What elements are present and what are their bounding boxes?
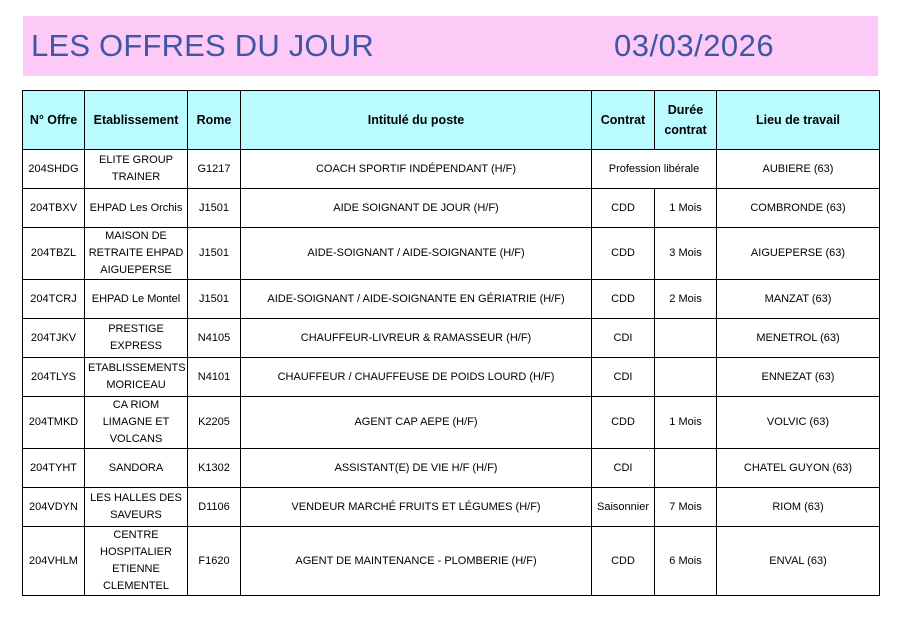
- cell-poste: COACH SPORTIF INDÉPENDANT (H/F): [241, 150, 592, 189]
- table-row: [23, 527, 880, 596]
- cell-etablissement: ETABLISSEMENTS MORICEAU: [85, 358, 188, 397]
- page-date: 03/03/2026: [614, 28, 775, 63]
- col-header-rome: Rome: [188, 91, 241, 150]
- cell-duree: [655, 319, 717, 358]
- cell-etablissement: EHPAD Les Orchis: [85, 189, 188, 228]
- cell-rome: N4101: [188, 358, 241, 397]
- col-header-etablissement: Etablissement: [85, 91, 188, 150]
- cell-duree: 6 Mois: [655, 527, 717, 596]
- cell-poste: AIDE SOIGNANT DE JOUR (H/F): [241, 189, 592, 228]
- cell-contrat: CDI: [592, 319, 655, 358]
- cell-contrat: CDD: [592, 228, 655, 280]
- cell-lieu: ENNEZAT (63): [717, 358, 880, 397]
- cell-rome: K1302: [188, 449, 241, 488]
- cell-poste: AIDE-SOIGNANT / AIDE-SOIGNANTE (H/F): [241, 228, 592, 280]
- cell-poste: CHAUFFEUR-LIVREUR & RAMASSEUR (H/F): [241, 319, 592, 358]
- cell-rome: D1106: [188, 488, 241, 527]
- cell-rome: N4105: [188, 319, 241, 358]
- cell-lieu: AUBIERE (63): [717, 150, 880, 189]
- cell-etablissement: PRESTIGE EXPRESS: [85, 319, 188, 358]
- cell-contrat: CDI: [592, 449, 655, 488]
- header-banner: [23, 16, 878, 76]
- cell-poste: AIDE-SOIGNANT / AIDE-SOIGNANTE EN GÉRIATRIE (H/F): [241, 280, 592, 319]
- cell-poste: ASSISTANT(E) DE VIE H/F (H/F): [241, 449, 592, 488]
- cell-duree: 7 Mois: [655, 488, 717, 527]
- col-header-contrat: Contrat: [592, 91, 655, 150]
- cell-duree: 3 Mois: [655, 228, 717, 280]
- cell-poste: AGENT DE MAINTENANCE - PLOMBERIE (H/F): [241, 527, 592, 596]
- table-row: [23, 189, 880, 228]
- cell-contrat: CDD: [592, 527, 655, 596]
- table-row: [23, 397, 880, 449]
- cell-duree: 1 Mois: [655, 189, 717, 228]
- table-row: [23, 488, 880, 527]
- cell-offre: 204TJKV: [23, 319, 85, 358]
- cell-offre: 204TBZL: [23, 228, 85, 280]
- cell-lieu: MENETROL (63): [717, 319, 880, 358]
- cell-duree: 1 Mois: [655, 397, 717, 449]
- cell-offre: 204VHLM: [23, 527, 85, 596]
- cell-offre: 204TMKD: [23, 397, 85, 449]
- cell-duree: [655, 358, 717, 397]
- cell-contrat: CDD: [592, 189, 655, 228]
- cell-etablissement: LES HALLES DES SAVEURS: [85, 488, 188, 527]
- table-row: [23, 150, 880, 189]
- offers-table: [22, 90, 880, 596]
- cell-contrat: CDI: [592, 358, 655, 397]
- table-header-row: [23, 91, 880, 150]
- cell-etablissement: EHPAD Le Montel: [85, 280, 188, 319]
- cell-rome: K2205: [188, 397, 241, 449]
- cell-etablissement: ELITE GROUP TRAINER: [85, 150, 188, 189]
- cell-offre: 204TBXV: [23, 189, 85, 228]
- cell-contrat: CDD: [592, 397, 655, 449]
- cell-lieu: CHATEL GUYON (63): [717, 449, 880, 488]
- cell-contrat: Saisonnier: [592, 488, 655, 527]
- cell-poste: VENDEUR MARCHÉ FRUITS ET LÉGUMES (H/F): [241, 488, 592, 527]
- cell-rome: J1501: [188, 228, 241, 280]
- cell-etablissement: CA RIOM LIMAGNE ET VOLCANS: [85, 397, 188, 449]
- cell-contrat: CDD: [592, 280, 655, 319]
- table-row: [23, 280, 880, 319]
- cell-duree: [655, 449, 717, 488]
- cell-poste: AGENT CAP AEPE (H/F): [241, 397, 592, 449]
- cell-offre: 204SHDG: [23, 150, 85, 189]
- cell-rome: F1620: [188, 527, 241, 596]
- cell-lieu: VOLVIC (63): [717, 397, 880, 449]
- table-row: [23, 358, 880, 397]
- cell-offre: 204VDYN: [23, 488, 85, 527]
- cell-contrat: Profession libérale: [592, 150, 717, 189]
- table-row: [23, 228, 880, 280]
- cell-offre: 204TYHT: [23, 449, 85, 488]
- cell-poste: CHAUFFEUR / CHAUFFEUSE DE POIDS LOURD (H/F): [241, 358, 592, 397]
- cell-lieu: RIOM (63): [717, 488, 880, 527]
- cell-etablissement: MAISON DE RETRAITE EHPAD AIGUEPERSE: [85, 228, 188, 280]
- col-header-poste: Intitulé du poste: [241, 91, 592, 150]
- cell-rome: G1217: [188, 150, 241, 189]
- cell-etablissement: SANDORA: [85, 449, 188, 488]
- table-row: [23, 319, 880, 358]
- col-header-duree: Durée contrat: [655, 91, 717, 150]
- cell-offre: 204TCRJ: [23, 280, 85, 319]
- page-title: LES OFFRES DU JOUR: [31, 28, 374, 63]
- cell-duree: 2 Mois: [655, 280, 717, 319]
- cell-rome: J1501: [188, 189, 241, 228]
- cell-lieu: MANZAT (63): [717, 280, 880, 319]
- cell-etablissement: CENTRE HOSPITALIER ETIENNE CLEMENTEL: [85, 527, 188, 596]
- col-header-lieu: Lieu de travail: [717, 91, 880, 150]
- col-header-offre: N° Offre: [23, 91, 85, 150]
- cell-lieu: ENVAL (63): [717, 527, 880, 596]
- cell-rome: J1501: [188, 280, 241, 319]
- cell-lieu: COMBRONDE (63): [717, 189, 880, 228]
- cell-offre: 204TLYS: [23, 358, 85, 397]
- cell-lieu: AIGUEPERSE (63): [717, 228, 880, 280]
- table-row: [23, 449, 880, 488]
